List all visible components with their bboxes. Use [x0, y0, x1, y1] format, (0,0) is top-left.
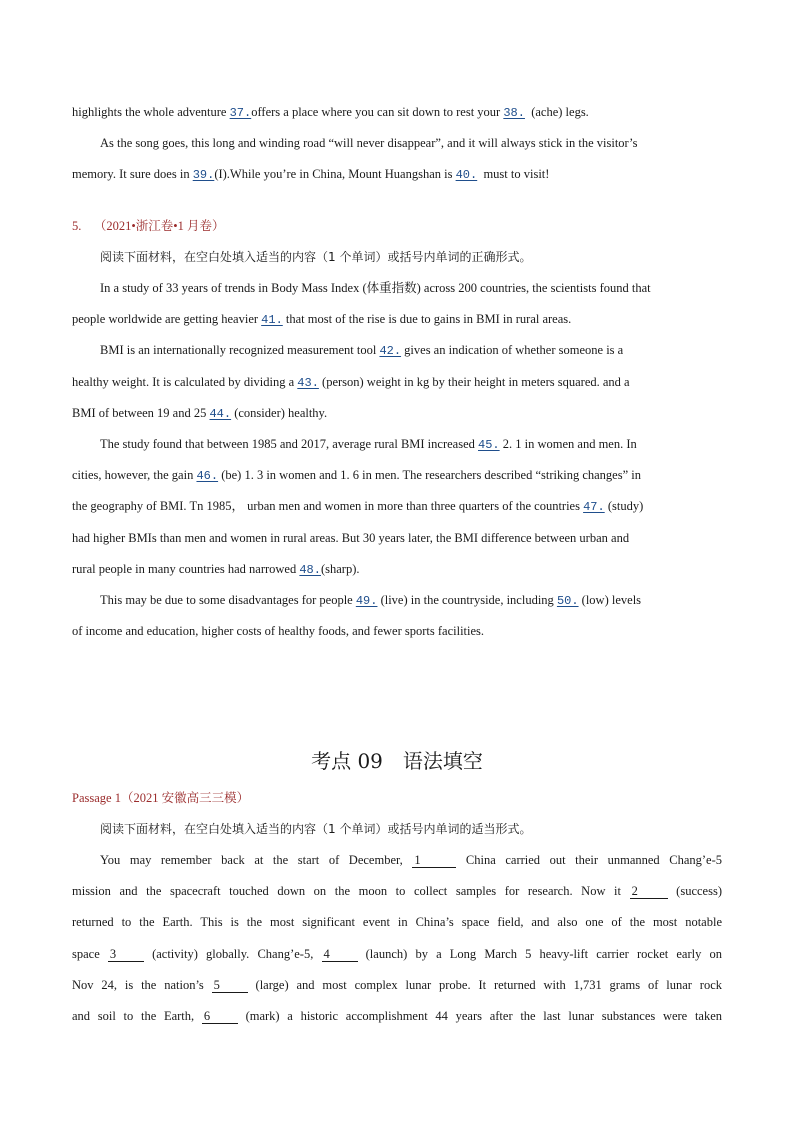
text-line: highlights the whole adventure 37.offers a place where you can sit down to rest your 38. (ache) legs. — [72, 105, 589, 120]
text-line: This may be due to some disadvantages for people 49. (live) in the countryside, including 50. (low) levels — [100, 593, 642, 608]
text-line: BMI of between 19 and 25 44. (consider) healthy. — [72, 406, 328, 421]
blank-1[interactable]: 1 — [412, 854, 456, 868]
text-line: and soil to the Earth, 6 (mark) a historic accomplishment 44 years after the last lunar substances were taken — [72, 1009, 723, 1023]
text-line: healthy weight. It is calculated by dividing a 43. (person) weight in kg by their height in meters squared. and a — [72, 375, 630, 390]
blank-43[interactable]: 43. — [297, 376, 319, 390]
text-line: people worldwide are getting heavier 41. that most of the rise is due to gains in BMI in rural areas. — [72, 312, 572, 327]
blank-39[interactable]: 39. — [192, 168, 215, 182]
blank-44[interactable]: 44. — [209, 407, 232, 421]
section-kaodian: 考点 09 — [311, 749, 383, 773]
blank-47[interactable]: 47. — [583, 500, 605, 514]
text-line: the geography of BMI. Tn 1985， urban men and women in more than three quarters of the countries 47. (study) — [72, 499, 644, 514]
text-line: BMI is an internationally recognized measurement tool 42. gives an indication of whether someone is a — [100, 343, 624, 358]
text-line: returned to the Earth. This is the most significant event in China’s space field, and also one of the most notable — [72, 915, 722, 929]
blank-41[interactable]: 41. — [261, 313, 283, 327]
blank-45[interactable]: 45. — [478, 438, 500, 452]
text-line: space 3 (activity) globally. Chang’e-5, 4 (launch) by a Long March 5 heavy-lift carrier rocket early on — [72, 947, 722, 961]
blank-4[interactable]: 4 — [322, 948, 358, 962]
passage-source: Passage 1（2021 安徽高三三模） — [72, 791, 250, 805]
text-line: mission and the spacecraft touched down on the moon to collect samples for research. Now it 2 (success) — [72, 884, 722, 898]
instruction: 阅读下面材料，在空白处填入适当的内容（1 个单词）或括号内单词的正确形式。 — [100, 250, 532, 264]
text-line: In a study of 33 years of trends in Body Mass Index (体重指数) across 200 countries, the scientists found that — [100, 281, 651, 295]
blank-2[interactable]: 2 — [630, 885, 668, 899]
blank-6[interactable]: 6 — [202, 1010, 238, 1024]
question-number: 5. — [72, 219, 82, 233]
text-line: had higher BMIs than men and women in rural areas. But 30 years later, the BMI difference between urban and — [72, 531, 630, 545]
blank-38[interactable]: 38. — [503, 106, 525, 120]
text-line: rural people in many countries had narrowed 48.(sharp). — [72, 562, 360, 577]
blank-3[interactable]: 3 — [108, 948, 144, 962]
text-line: You may remember back at the start of December, 1 China carried out their unmanned Chang’e-5 — [100, 853, 723, 867]
blank-46[interactable]: 46. — [196, 469, 219, 483]
blank-42[interactable]: 42. — [379, 344, 402, 358]
text-line: The study found that between 1985 and 2017, average rural BMI increased 45. 2. 1 in women and men. In — [100, 437, 637, 452]
blank-50[interactable]: 50. — [556, 594, 579, 608]
blank-37[interactable]: 37. — [229, 106, 252, 120]
text-line: Nov 24, is the nation’s 5 (large) and most complex lunar probe. It returned with 1,731 grams of lunar rock — [72, 978, 723, 992]
blank-49[interactable]: 49. — [355, 594, 378, 608]
instruction: 阅读下面材料，在空白处填入适当的内容（1 个单词）或括号内单词的适当形式。 — [100, 822, 532, 836]
blank-48[interactable]: 48. — [299, 563, 321, 577]
question-source: （2021•浙江卷•1 月卷） — [93, 219, 225, 233]
blank-40[interactable]: 40. — [455, 168, 478, 182]
question-header — [72, 218, 722, 234]
text-line: memory. It sure does in 39.(I).While you’re in China, Mount Huangshan is 40. must to visit! — [72, 167, 550, 182]
section-topic: 语法填空 — [402, 749, 483, 773]
section-title — [0, 748, 794, 774]
text-line: cities, however, the gain 46. (be) 1. 3 in women and 1. 6 in men. The researchers described “striking changes” in — [72, 468, 641, 483]
blank-5[interactable]: 5 — [212, 979, 248, 993]
text-line: of income and education, higher costs of healthy foods, and fewer sports facilities. — [72, 624, 485, 638]
text-line: As the song goes, this long and winding road “will never disappear”, and it will always stick in the visitor’s — [100, 136, 638, 150]
